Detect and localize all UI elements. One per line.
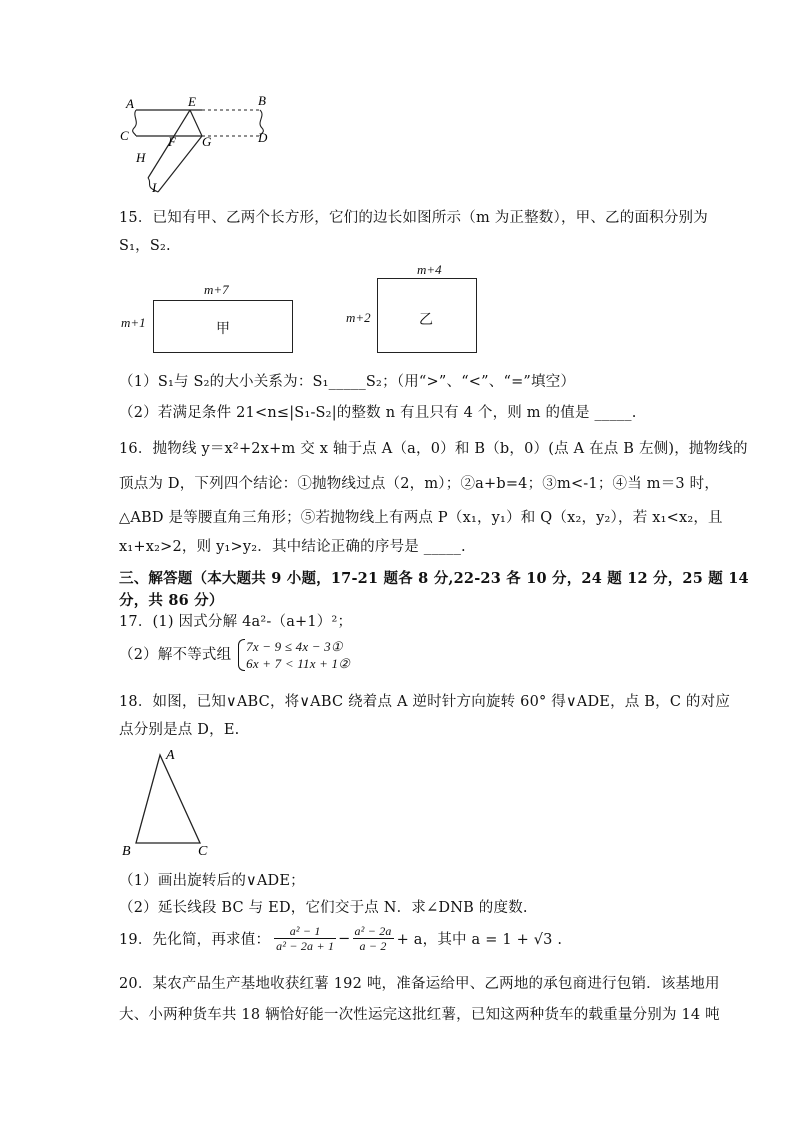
q18-line2: 点分别是点 D，E. xyxy=(119,722,240,738)
label-a: A xyxy=(126,96,134,111)
q19-line xyxy=(119,924,562,953)
q15-line1: 15．已知有甲、乙两个长方形，它们的边长如图所示（m 为正整数），甲、乙的面积分别为 xyxy=(119,210,708,226)
q16-line2: 顶点为 D，下列四个结论：①抛物线过点（2，m）；②a+b=4；③m<-1；④当 m＝3 时， xyxy=(119,476,720,492)
q16-line3: △ABD 是等腰直角三角形；⑤若抛物线上有两点 P（x₁，y₁）和 Q（x₂，y₂），若 x₁<x₂，且 xyxy=(119,510,723,526)
label-c: C xyxy=(120,128,129,143)
inequality-system xyxy=(236,638,350,672)
inequality-1: 7x − 9 ≤ 4x − 3① xyxy=(246,639,343,654)
q19-suffix: + a，其中 a = 1 + √3 . xyxy=(396,932,563,948)
triangle-label-a: A xyxy=(166,748,175,763)
label-h: H xyxy=(136,150,146,165)
q18-line1: 18．如图，已知∨ABC，将∨ABC 绕着点 A 逆时针方向旋转 60° 得∨ADE，点 B，C 的对应 xyxy=(119,694,731,710)
label-i: I xyxy=(152,180,157,195)
q19-prefix: 19．先化简，再求值： xyxy=(119,932,271,948)
minus-sign: − xyxy=(338,930,351,947)
section3-line2: 分，共 86 分） xyxy=(119,592,224,609)
rect-jia-name: 甲 xyxy=(216,321,230,337)
triangle-abc xyxy=(136,755,200,843)
q15-sub2: （2）若满足条件 21<n≤|S₁-S₂|的整数 n 有且只有 4 个，则 m 的值是 _____. xyxy=(119,405,637,421)
fraction-2-denominator: a − 2 xyxy=(359,939,387,953)
label-f: F xyxy=(168,134,176,149)
label-e: E xyxy=(188,94,196,109)
left-break xyxy=(133,110,137,136)
rect-jia-top-label: m+7 xyxy=(204,282,229,297)
q20-line1: 20．某农产品生产基地收获红薯 192 吨，准备运给甲、乙两地的承包商进行包销．该基地用 xyxy=(119,976,720,992)
triangle-label-c: C xyxy=(198,844,208,859)
q18-sub2: （2）延长线段 BC 与 ED，它们交于点 N．求∠DNB 的度数. xyxy=(119,900,528,916)
fraction-1-denominator: a² − 2a + 1 xyxy=(276,939,335,953)
label-b: B xyxy=(258,93,266,108)
rect-yi-top-label: m+4 xyxy=(417,262,442,277)
fold-line-eg xyxy=(190,110,202,136)
fraction-2 xyxy=(353,924,394,953)
fraction-2-numerator: a² − 2a xyxy=(354,924,392,938)
rect-yi-left-label: m+2 xyxy=(346,310,371,325)
q17-sub1: 17．(1) 因式分解 4a²-（a+1）²； xyxy=(119,614,353,630)
fraction-1-numerator: a² − 1 xyxy=(274,924,336,939)
rect-yi-name: 乙 xyxy=(419,312,433,328)
triangle-label-b: B xyxy=(122,844,131,859)
fraction-1 xyxy=(274,924,336,953)
q17-sub2-prefix: （2）解不等式组 xyxy=(119,647,232,663)
label-g: G xyxy=(202,134,212,149)
q20-line2: 大、小两种货车共 18 辆恰好能一次性运完这批红薯，已知这两种货车的载重量分别为 14 吨 xyxy=(119,1007,720,1023)
fold-line-ef xyxy=(174,110,190,136)
strip-edge-i xyxy=(158,136,202,192)
q16-line4: x₁+x₂>2，则 y₁>y₂．其中结论正确的序号是 _____. xyxy=(119,539,466,555)
rect-jia-left-label: m+1 xyxy=(121,315,146,330)
q18-sub1: （1）画出旋转后的∨ADE； xyxy=(119,873,305,889)
q17-sub2 xyxy=(119,638,350,672)
q15-line2: S₁，S₂. xyxy=(119,238,171,254)
label-d: D xyxy=(258,130,268,145)
q15-sub1: （1）S₁与 S₂的大小关系为：S₁_____S₂；（用“>”、“<”、“=”填空） xyxy=(119,374,576,390)
triangle-abc-figure xyxy=(118,745,218,860)
inequality-2: 6x + 7 < 11x + 1② xyxy=(246,656,351,671)
parallel-lines-figure xyxy=(112,92,282,197)
section3-line1: 三、解答题（本大题共 9 小题，17-21 题各 8 分,22-23 各 10 分，24 题 12 分，25 题 14 xyxy=(119,570,749,587)
q16-line1: 16．抛物线 y＝x²+2x+m 交 x 轴于点 A（a，0）和 B（b，0）(点 A 在点 B 左侧)，抛物线的 xyxy=(119,441,748,457)
